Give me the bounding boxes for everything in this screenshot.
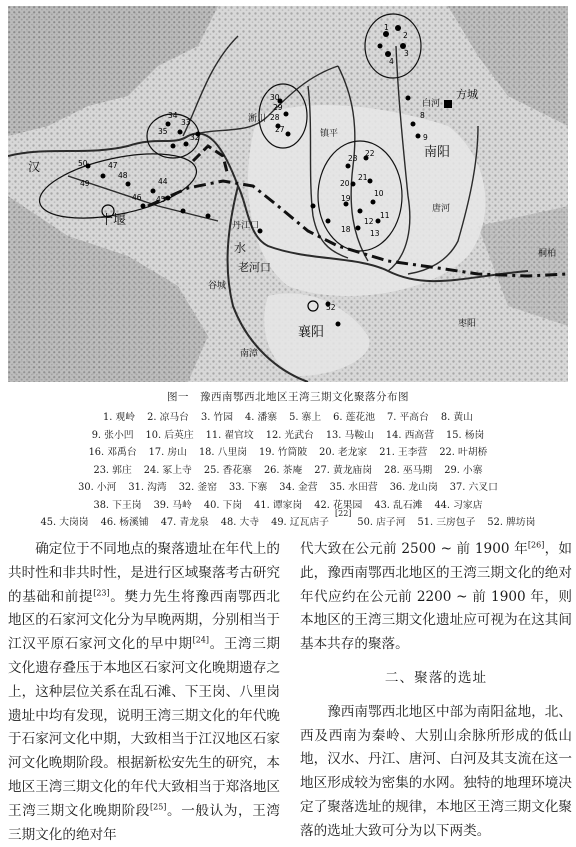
map-label-nanzhang: 南漳: [240, 349, 259, 359]
svg-text:11: 11: [380, 211, 390, 220]
legend-item: 45. 大岗岗: [40, 517, 89, 528]
svg-text:50: 50: [78, 159, 88, 168]
map-label-nanyang: 南阳: [424, 145, 451, 160]
legend-item: 48. 大寺: [220, 517, 260, 528]
map-label-han: 汉: [28, 160, 41, 174]
legend-row: [22, 444, 554, 462]
svg-text:30: 30: [270, 93, 280, 102]
legend-item: 6. 莲花池: [333, 412, 376, 423]
svg-text:1: 1: [384, 23, 389, 32]
map-label-zhenping: 镇平: [320, 129, 339, 139]
legend-item: 34. 金营: [279, 482, 318, 493]
map-label-danjiangkou: 丹江口: [232, 221, 260, 231]
right-column: [300, 538, 572, 844]
legend-item: 31. 沟湾: [128, 482, 167, 493]
legend-item: 49. 辽瓦店子: [271, 517, 329, 528]
legend-row: [22, 462, 554, 480]
figure-caption: 图一 豫西南鄂西北地区王湾三期文化聚落分布图: [167, 391, 409, 403]
legend-item: 51. 三房包子: [417, 517, 476, 528]
legend-item: 7. 平高台: [387, 412, 429, 423]
map-label-gucheng: 谷城: [208, 281, 227, 291]
legend-item: 10. 后英庄: [145, 429, 194, 441]
svg-text:22: 22: [365, 149, 375, 158]
svg-text:19: 19: [341, 194, 351, 203]
svg-text:46: 46: [132, 193, 142, 202]
svg-text:29: 29: [273, 103, 283, 112]
legend-item: 33. 下寨: [229, 482, 268, 493]
legend-item: 32. 釜窑: [178, 482, 217, 493]
paragraph: 代大致在公元前 2500 ~ 前 1900 年[26]，如此，豫西南鄂西北地区的王湾三期文化的绝对年代应约在公元前 2200 ~ 前 1900 年，则本地区的王湾三期文化遗址应可视为在这其间基本共存的聚落。: [300, 540, 572, 653]
legend-item: 1. 观岭: [103, 412, 136, 423]
legend-item: 12. 光武台: [265, 429, 314, 441]
map-label-fangcheng: 方城: [456, 88, 478, 101]
legend-item: 37. 六叉口: [449, 482, 498, 493]
svg-text:20: 20: [340, 179, 350, 188]
svg-text:32: 32: [190, 133, 200, 142]
legend-item: 20. 老龙家: [319, 447, 368, 458]
legend-row: [22, 497, 554, 515]
legend-item: 25. 香花寨: [203, 464, 252, 476]
legend-row: [22, 509, 554, 532]
svg-text:21: 21: [358, 173, 368, 182]
svg-text:23: 23: [348, 154, 358, 163]
map-label-xiangyang: 襄阳: [298, 325, 325, 340]
legend-item: 35. 水田营: [329, 482, 378, 493]
legend-item: 15. 杨岗: [446, 429, 485, 441]
settlement-distribution-map: [8, 6, 568, 382]
legend-item: 13. 马鞍山: [325, 429, 374, 441]
map-label-laohekou: 老河口: [238, 261, 271, 274]
legend-row: [22, 427, 554, 445]
svg-text:27: 27: [275, 125, 285, 134]
legend-item: 36. 龙山岗: [389, 482, 438, 493]
legend-item: 18. 八里岗: [198, 447, 248, 458]
svg-text:34: 34: [168, 111, 178, 120]
legend-item: 5. 寨上: [289, 412, 322, 423]
legend-item: 30. 小河: [78, 482, 117, 493]
legend-item: 28. 巫马期: [384, 464, 433, 476]
svg-text:35: 35: [158, 127, 168, 136]
svg-text:47: 47: [108, 161, 118, 170]
figure-legend: [22, 409, 554, 532]
map-label-zaoyang: 枣阳: [458, 319, 477, 329]
legend-ref: [22]: [334, 509, 352, 518]
svg-text:2: 2: [403, 31, 408, 40]
map-label-tongbai: 桐柏: [538, 249, 557, 259]
svg-text:28: 28: [270, 113, 280, 122]
section-heading: 二、聚落的选址: [384, 669, 488, 686]
legend-item: 46. 杨溪铺: [100, 517, 149, 528]
legend-row: [22, 409, 554, 427]
legend-item: 42. 花果园: [314, 499, 363, 511]
legend-item: 4. 潘寨: [245, 412, 278, 423]
svg-text:49: 49: [80, 179, 90, 188]
legend-item: 8. 黄山: [440, 412, 473, 423]
paragraph: 豫西南鄂西北地区中部为南阳盆地，北、西及西南为秦岭、大别山余脉所形成的低山地，汉水、丹江、唐河、白河及其支流在这一地区形成较为密集的水网。独特的地理环境决定了聚落选址的规律，本地区王湾三期文化聚落的选址大致可分为以下两类。: [300, 703, 572, 839]
svg-text:33: 33: [181, 118, 191, 127]
map-label-shui: 水: [234, 241, 247, 255]
legend-item: 43. 乱石滩: [374, 499, 423, 511]
svg-text:44: 44: [158, 177, 168, 186]
legend-item: 16. 邓禹台: [88, 447, 137, 458]
svg-text:8: 8: [420, 111, 425, 120]
legend-item: 14. 西高营: [385, 429, 435, 441]
svg-text:48: 48: [118, 171, 128, 180]
left-column: [8, 538, 280, 847]
legend-item: 26. 茶庵: [263, 464, 303, 476]
legend-row: [22, 479, 554, 497]
svg-text:18: 18: [341, 225, 351, 234]
legend-item: 27. 黄龙庙岗: [314, 464, 373, 476]
svg-text:4: 4: [389, 57, 394, 66]
svg-text:10: 10: [374, 189, 384, 198]
legend-item: 29. 小寨: [444, 464, 483, 476]
legend-item: 19. 竹筒陂: [259, 447, 308, 458]
svg-text:9: 9: [423, 133, 428, 142]
legend-item: 23. 郭庄: [93, 464, 132, 476]
legend-item: 47. 青龙泉: [160, 517, 209, 528]
legend-item: 11. 翟官坟: [205, 429, 254, 441]
svg-text:13: 13: [370, 229, 380, 238]
legend-item: 17. 房山: [148, 447, 187, 458]
map-label-tanghe: 唐河: [432, 204, 451, 214]
legend-item: 3. 竹园: [200, 412, 234, 423]
legend-item: 2. 凉马台: [147, 412, 189, 423]
paragraph: 确定位于不同地点的聚落遗址在年代上的共时性和非共时性，是进行区域聚落考古研究的基础和前提[23]。樊力先生将豫西南鄂西北地区的石家河文化分为早晚两期，分别相当于江汉平原石家河文化的早中期[24]。王湾三期文化遗存叠压于本地区石家河文化晚期遗存之上，这种层位关系在乱石滩、下王岗、八里岗遗址中均有发现，说明王湾三期文化的年代晚于石家河文化中期，大致相当于江汉地区石家河文化晚期阶段。根据新松安先生的研究，本地区王湾三期文化的年代大致相当于郑洛地区王湾三期文化晚期阶段[25]。一般认为，王湾三期文化的绝对年: [8, 541, 281, 843]
legend-item: 24. 冢上寺: [143, 464, 192, 476]
legend-item: 39. 马岭: [153, 499, 192, 511]
svg-text:45: 45: [156, 195, 166, 204]
map-label-xichuan: 淅川: [248, 114, 267, 124]
legend-item: 52. 牌坊岗: [487, 517, 536, 528]
legend-item: 41. 谭家岗: [254, 499, 303, 511]
legend-item: 21. 王李营: [379, 447, 428, 458]
legend-item: 50. 店子河: [357, 517, 406, 528]
legend-item: 40. 下岗: [203, 499, 243, 511]
legend-item: 44. 习家店: [434, 499, 483, 511]
svg-text:52: 52: [326, 303, 336, 312]
map-label-shiyan: 十堰: [100, 213, 127, 228]
legend-item: 38. 下王岗: [93, 499, 142, 511]
svg-text:12: 12: [364, 217, 374, 226]
legend-item: 22. 叶胡桥: [439, 447, 488, 458]
legend-item: 9. 张小凹: [91, 429, 134, 441]
svg-text:3: 3: [404, 49, 409, 58]
map-label-baihe: 白河: [422, 99, 441, 109]
